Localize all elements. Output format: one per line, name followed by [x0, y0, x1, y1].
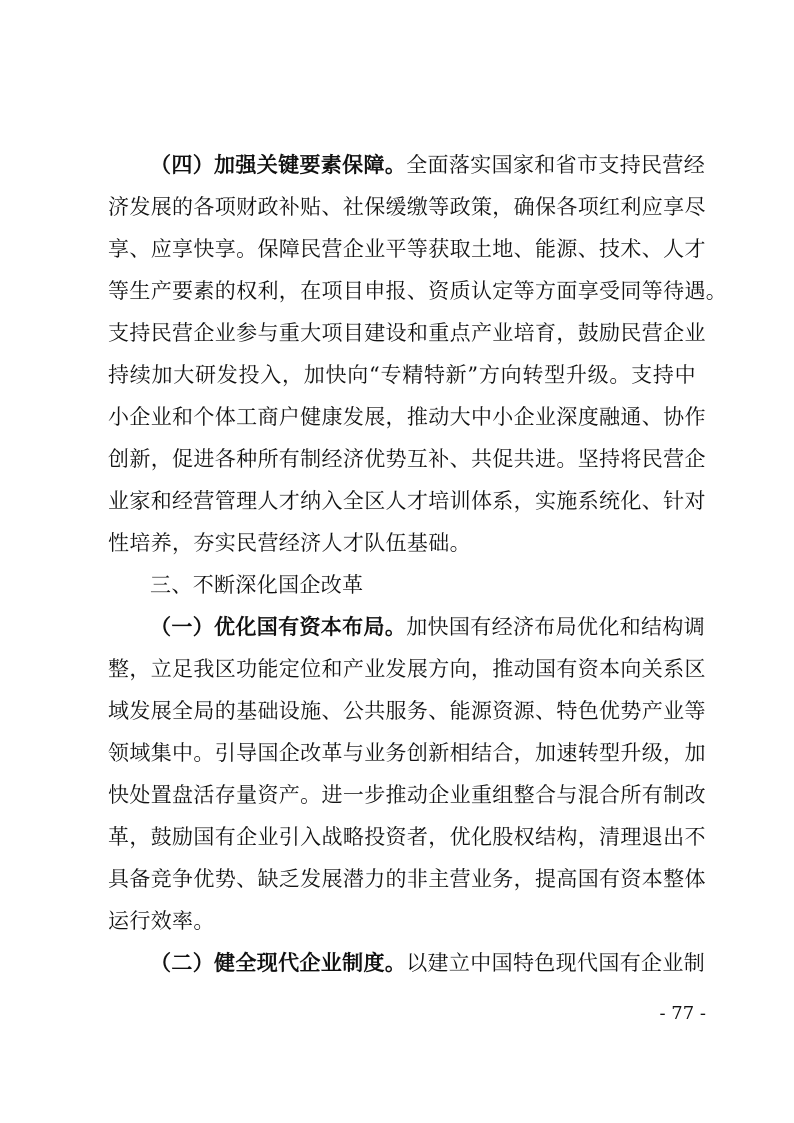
paragraph-line: 持续加大研发投入，加快向“专精特新”方向转型升级。支持中	[108, 363, 696, 387]
paragraph-line: 快处置盘活存量资产。进一步推动企业重组整合与混合所有制改	[108, 783, 706, 807]
paragraph-line: 整，立足我区功能定位和产业发展方向，推动国有资本向关系区	[108, 657, 706, 681]
paragraph-title: （四）加强关键要素保障。	[150, 152, 407, 177]
document-body	[108, 144, 728, 984]
paragraph-line: 业家和经营管理人才纳入全区人才培训体系，实施系统化、针对	[108, 489, 706, 513]
paragraph-title: （一）优化国有资本布局。	[150, 614, 407, 639]
paragraph-line: 域发展全局的基础设施、公共服务、能源资源、特色优势产业等	[108, 699, 706, 723]
paragraph-line: 济发展的各项财政补贴、社保缓缴等政策，确保各项红利应享尽	[108, 195, 706, 219]
paragraph-title: （二）健全现代企业制度。	[150, 950, 407, 975]
paragraph-line: 创新，促进各种所有制经济优势互补、共促共进。坚持将民营企	[108, 447, 706, 471]
paragraph-line: 小企业和个体工商户健康发展，推动大中小企业深度融通、协作	[108, 405, 706, 429]
paragraph-line: 等生产要素的权利，在项目申报、资质认定等方面享受同等待遇。	[108, 279, 728, 303]
paragraph-text: 以建立中国特色现代国有企业制	[406, 951, 706, 975]
paragraph-line: 领域集中。引导国企改革与业务创新相结合，加速转型升级，加	[108, 741, 706, 765]
section-heading: 三、不断深化国企改革	[150, 573, 364, 597]
paragraph-text: 加快国有经济布局优化和结构调	[406, 615, 706, 639]
paragraph-line: 运行效率。	[108, 909, 215, 933]
paragraph-line: 享、应享快享。保障民营企业平等获取土地、能源、技术、人才	[108, 237, 706, 261]
paragraph-line	[108, 606, 706, 648]
page-number: - 77 -	[659, 1003, 706, 1024]
paragraph-line: 具备竞争优势、缺乏发展潜力的非主营业务，提高国有资本整体	[108, 867, 706, 891]
paragraph-text: 全面落实国家和省市支持民营经	[406, 153, 706, 177]
paragraph-line	[108, 144, 706, 186]
paragraph-line: 性培养，夯实民营经济人才队伍基础。	[108, 531, 471, 555]
paragraph-line: 革，鼓励国有企业引入战略投资者，优化股权结构，清理退出不	[108, 825, 706, 849]
paragraph-line: 支持民营企业参与重大项目建设和重点产业培育，鼓励民营企业	[108, 321, 706, 345]
paragraph-line	[108, 942, 706, 984]
